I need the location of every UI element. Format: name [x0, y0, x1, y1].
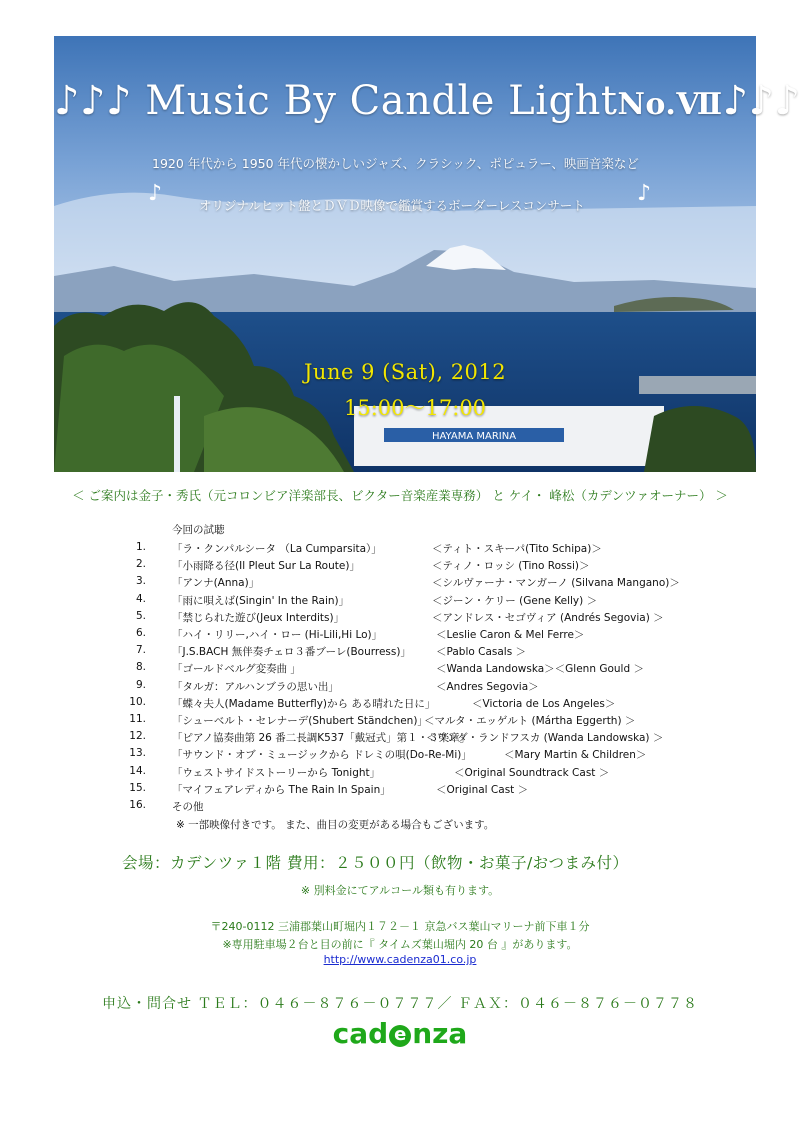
track-number: 5.: [135, 609, 146, 622]
logo-e-mark: e: [389, 1025, 411, 1047]
track-song: 「J.S.BACH 無伴奏チェロ３番ブーレ(Bourress)」: [172, 646, 411, 659]
track-song: 「タルガ：アルハンブラの思い出」: [172, 680, 339, 693]
track-artist: ＜Wanda Landowska＞＜Glenn Gould ＞: [436, 663, 644, 676]
track-song: 「ピアノ協奏曲第 26 番二長調K537「戴冠式」第１・３楽章」: [172, 732, 471, 745]
track-artist: ＜ティト・スキーパ(Tito Schipa)＞: [432, 543, 602, 555]
cadenza-logo: cad e nza: [332, 1017, 468, 1050]
track-song: 「蝶々夫人(Madame Butterfly)から ある晴れた日に」: [172, 697, 436, 710]
track-number: 8.: [135, 661, 146, 674]
track-artist: ＜アンドレス・セゴヴィア (Andrés Segovia) ＞: [432, 611, 664, 624]
music-note-icon: ♪: [637, 181, 652, 206]
program-remark: ※ 一部映像付きです。 また、曲目の変更がある場合もございます。: [176, 819, 495, 831]
website: [0, 953, 800, 966]
marina-sign: HAYAMA MARINA: [431, 431, 517, 442]
track-song: 「小雨降る径(Il Pleut Sur La Route)」: [172, 560, 360, 573]
track-song: 「ゴールドベルグ変奏曲 」: [172, 663, 301, 676]
track-number: 10.: [129, 695, 146, 708]
track-artist: ＜ワンダ・ランドフスカ (Wanda Landowska) ＞: [426, 732, 664, 745]
title-tail: ♪♪♪: [722, 78, 801, 124]
address: 〒240-0112 三浦郡葉山町堀内１７２－１ 京急バス葉山マリーナ前下車１分: [210, 920, 590, 933]
track-number: 16.: [129, 799, 146, 811]
event-time: 15:00～17:00: [344, 396, 487, 420]
track-artist: ＜Victoria de Los Angeles＞: [472, 697, 616, 710]
track-artist: ＜ティノ・ロッシ (Tino Rossi)＞: [432, 560, 590, 573]
venue-and-fee: 会場：カデンツァ１階 費用：２５００円（飲物・お菓子/おつまみ付）: [122, 854, 629, 872]
track-song: 「ハイ・リリー,ハイ・ロー (Hi-Lili,Hi Lo)」: [172, 629, 383, 641]
track-song: 「マイフェアレディから The Rain In Spain」: [172, 783, 391, 796]
event-date: June 9 (Sat), 2012: [304, 360, 507, 384]
alcohol-note: ※ 別料金にてアルコール類も有ります。: [300, 884, 500, 897]
track-song: 「禁じられた遊び(Jeux Interdits)」: [172, 611, 345, 624]
track-artist: ＜Andres Segovia＞: [436, 680, 539, 693]
track-number: 6.: [135, 627, 146, 639]
title-number: No.Ⅶ: [617, 87, 723, 122]
subtitle-genres: 1920 年代から 1950 年代の懐かしいジャズ、クラシック、ポピュラー、映画音楽など: [152, 156, 639, 171]
track-artist: ＜Mary Martin & Children＞: [504, 749, 647, 762]
contact-info: 申込・問合せ ＴＥＬ：０４６－８７６－０７７７／ ＦＡＸ：０４６－８７６－０７７８: [102, 996, 698, 1012]
track-song: 「ラ・クンパルシータ （La Cumparsita）」: [172, 543, 382, 555]
track-number: 1.: [135, 541, 146, 553]
track-artist: ＜Original Cast ＞: [436, 783, 529, 796]
track-number: 15.: [129, 781, 146, 794]
subtitle-concert: オリジナルヒット盤とＤＶＤ映像で鑑賞するボーダーレスコンサート: [199, 198, 585, 213]
track-number: 3.: [135, 575, 146, 588]
track-artist: ＜ジーン・ケリー (Gene Kelly) ＞: [432, 594, 598, 607]
track-song: その他: [172, 801, 204, 813]
track-song: 「アンナ(Anna)」: [172, 577, 260, 590]
website-link[interactable]: http://www.cadenza01.co.jp: [323, 953, 477, 966]
track-artist: ＜Original Soundtrack Cast ＞: [454, 766, 610, 779]
track-artist: ＜Leslie Caron & Mel Ferre＞: [436, 629, 585, 641]
track-song: 「雨に唄えば(Singin' In the Rain)」: [172, 594, 350, 607]
track-number: 14.: [129, 764, 146, 777]
event-title: [54, 78, 801, 124]
track-number: 7.: [135, 644, 146, 657]
guide-hosts: ＜ ご案内は金子・秀氏（元コロンビア洋楽部長、ビクター音楽産業専務） と ケイ・ 峰松（カデンツァオーナー） ＞: [72, 488, 728, 503]
track-number: 4.: [135, 592, 146, 605]
track-number: 9.: [135, 678, 146, 691]
track-number: 12.: [129, 730, 146, 743]
track-artist: ＜Pablo Casals ＞: [436, 646, 527, 659]
track-song: 「シューベルト・セレナーデ(Shubert Ständchen)」: [172, 715, 428, 727]
program-heading: 今回の試聴: [172, 524, 225, 536]
track-number: 13.: [129, 747, 146, 760]
track-number: 11.: [129, 713, 146, 725]
title-main: ♪♪♪ Music By Candle Light: [54, 78, 618, 124]
track-artist: ＜シルヴァーナ・マンガーノ (Silvana Mangano)＞: [432, 577, 680, 590]
parking-note: ※専用駐車場２台と目の前に『 タイムズ葉山堀内 20 台 』があります。: [222, 938, 578, 951]
track-song: 「サウンド・オブ・ミュージックから ドレミの唄(Do-Re-Mi)」: [172, 749, 472, 762]
music-note-icon: ♪: [148, 181, 163, 206]
track-song: 「ウェストサイドストーリーから Tonight」: [172, 766, 381, 779]
track-artist: ＜マルタ・エッゲルト (Mártha Eggerth) ＞: [424, 715, 636, 727]
track-number: 2.: [135, 558, 146, 571]
hero-photo: [54, 36, 801, 472]
